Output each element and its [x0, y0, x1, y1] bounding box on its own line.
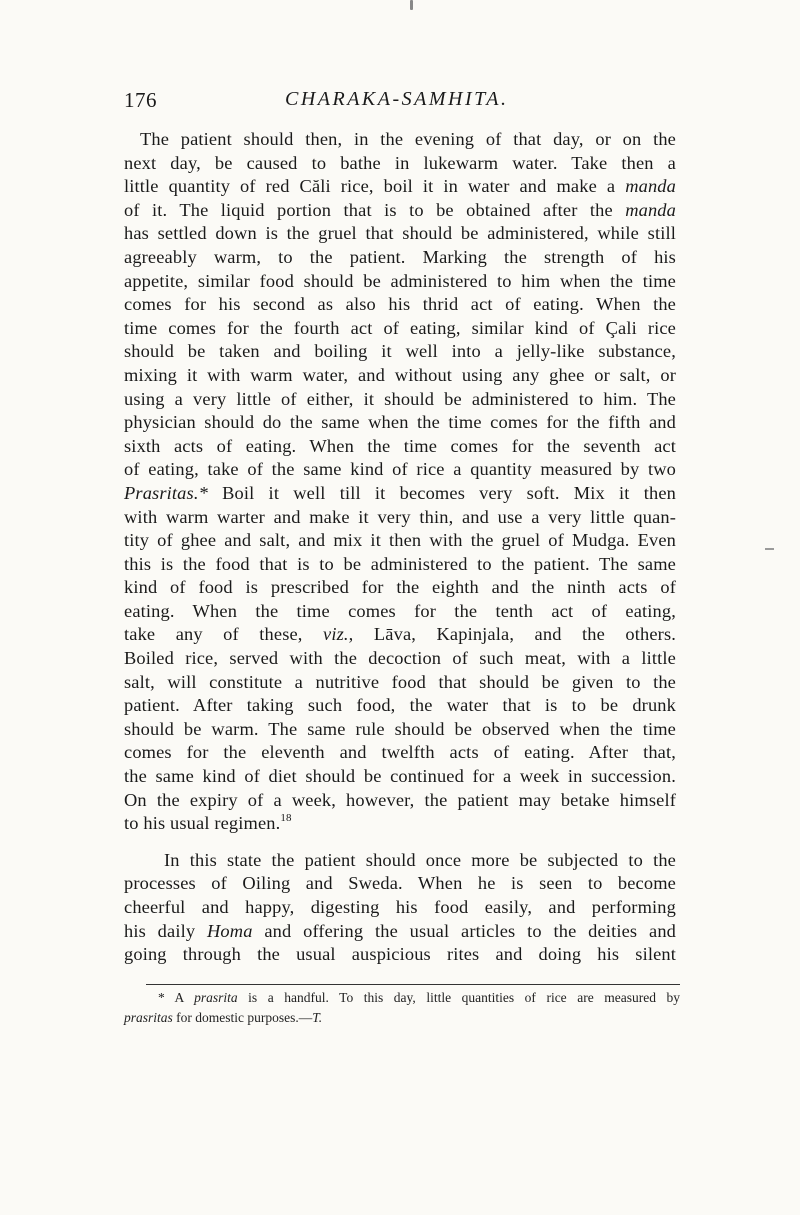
text-line: going through the usual auspicious rites and doing his silent — [124, 944, 676, 965]
text-line: this is the food that is to be administered to the patient. The same — [124, 553, 676, 574]
text-line: time comes for the fourth act of eating, similar kind of Çali rice — [124, 317, 676, 338]
text-line: tity of ghee and salt, and mix it then with the gruel of Mudga. Even — [124, 530, 676, 551]
text-line: appetite, similar food should be administered to him when the time — [124, 270, 676, 291]
text-line: Boiled rice, served with the decoction of such meat, with a little — [124, 648, 676, 669]
text-line: salt, will constitute a nutritive food that should be given to the — [124, 671, 676, 692]
term-viz: viz., — [323, 624, 354, 645]
footnote — [124, 988, 680, 1028]
page-header — [124, 88, 676, 116]
text-segment: his daily — [124, 920, 196, 941]
footnote-marker: * A — [158, 990, 184, 1005]
term-prasritas: Prasritas.* — [124, 482, 208, 503]
text-line — [124, 482, 676, 506]
term-manda: manda — [625, 176, 676, 197]
text-line — [124, 199, 676, 223]
text-line: using a very little of either, it should be administered to him. The — [124, 388, 676, 409]
text-line — [124, 812, 676, 836]
text-segment: to his usual regimen. — [124, 813, 281, 834]
term-prasrita: prasrita — [194, 990, 238, 1005]
term-manda: manda — [625, 199, 676, 220]
text-line — [124, 623, 676, 647]
text-line: On the expiry of a week, however, the patient may betake himself — [124, 789, 676, 810]
text-line: next day, be caused to bathe in lukewarm water. Take then a — [124, 152, 676, 173]
text-line: cheerful and happy, digesting his food easily, and performing — [124, 897, 676, 917]
text-line: processes of Oiling and Sweda. When he is seen to become — [124, 873, 676, 894]
text-line: eating. When the time comes for the tenth act of eating, — [124, 600, 676, 621]
text-line: comes for his second as also his thrid act of eating. When the — [124, 294, 676, 315]
text-line — [124, 175, 676, 199]
translator-initial: T. — [312, 1010, 323, 1025]
text-segment: is a handful. To this day, little quantities of rice are measured by — [248, 990, 681, 1005]
text-line: The patient should then, in the evening of that day, or on the — [140, 129, 676, 149]
text-line: with warm warter and make it very thin, and use a very little quan- — [124, 506, 676, 527]
text-line: kind of food is prescribed for the eighth and the ninth acts of — [124, 577, 676, 598]
margin-mark — [765, 548, 774, 550]
text-line: of eating, take of the same kind of rice a quantity measured by two — [124, 459, 676, 480]
paragraph-1 — [124, 128, 676, 836]
text-segment: and offering the usual articles to the deities and — [264, 920, 677, 941]
text-segment: for domestic purposes.— — [176, 1010, 313, 1025]
text-line: agreeably warm, to the patient. Marking the strength of his — [124, 246, 676, 267]
paragraph-2 — [124, 849, 676, 967]
scan-mark — [410, 0, 413, 10]
text-line — [124, 920, 676, 944]
text-line: mixing it with warm water, and without using any ghee or salt, or — [124, 364, 676, 385]
term-homa: Homa — [207, 920, 253, 941]
term-prasritas: prasritas — [124, 1010, 173, 1025]
text-line: comes for the eleventh and twelfth acts of eating. After that, — [124, 742, 676, 763]
text-line: In this state the patient should once more be subjected to the — [164, 849, 676, 870]
text-segment: take any of these, — [124, 624, 303, 645]
text-segment: of it. The liquid portion that is to be obtained after the — [124, 199, 613, 220]
text-line: has settled down is the gruel that should be administered, while still — [124, 223, 676, 244]
text-line: physician should do the same when the time comes for the fifth and — [124, 412, 676, 433]
text-segment: little quantity of red Căli rice, boil it in water and make a — [124, 176, 616, 197]
text-segment: Lāva, Kapinjala, and the others. — [373, 624, 676, 645]
page-number: 176 — [124, 88, 157, 112]
text-line: patient. After taking such food, the water that is to be drunk — [124, 695, 676, 716]
footnote-divider — [146, 984, 680, 985]
text-line: the same kind of diet should be continued for a week in succession. — [124, 766, 676, 787]
text-segment: Boil it well till it becomes very soft. Mix it then — [207, 482, 676, 503]
reference-number: 18 — [280, 812, 292, 825]
text-line: should be warm. The same rule should be observed when the time — [124, 718, 676, 739]
footnote-line — [124, 988, 680, 1008]
text-line: sixth acts of eating. When the time comes for the seventh act — [124, 435, 676, 456]
running-title: CHARAKA-SAMHITA. — [285, 88, 509, 110]
footnote-line — [124, 1008, 680, 1028]
text-line: should be taken and boiling it well into a jelly-like substance, — [124, 341, 676, 362]
body-text — [124, 128, 676, 967]
